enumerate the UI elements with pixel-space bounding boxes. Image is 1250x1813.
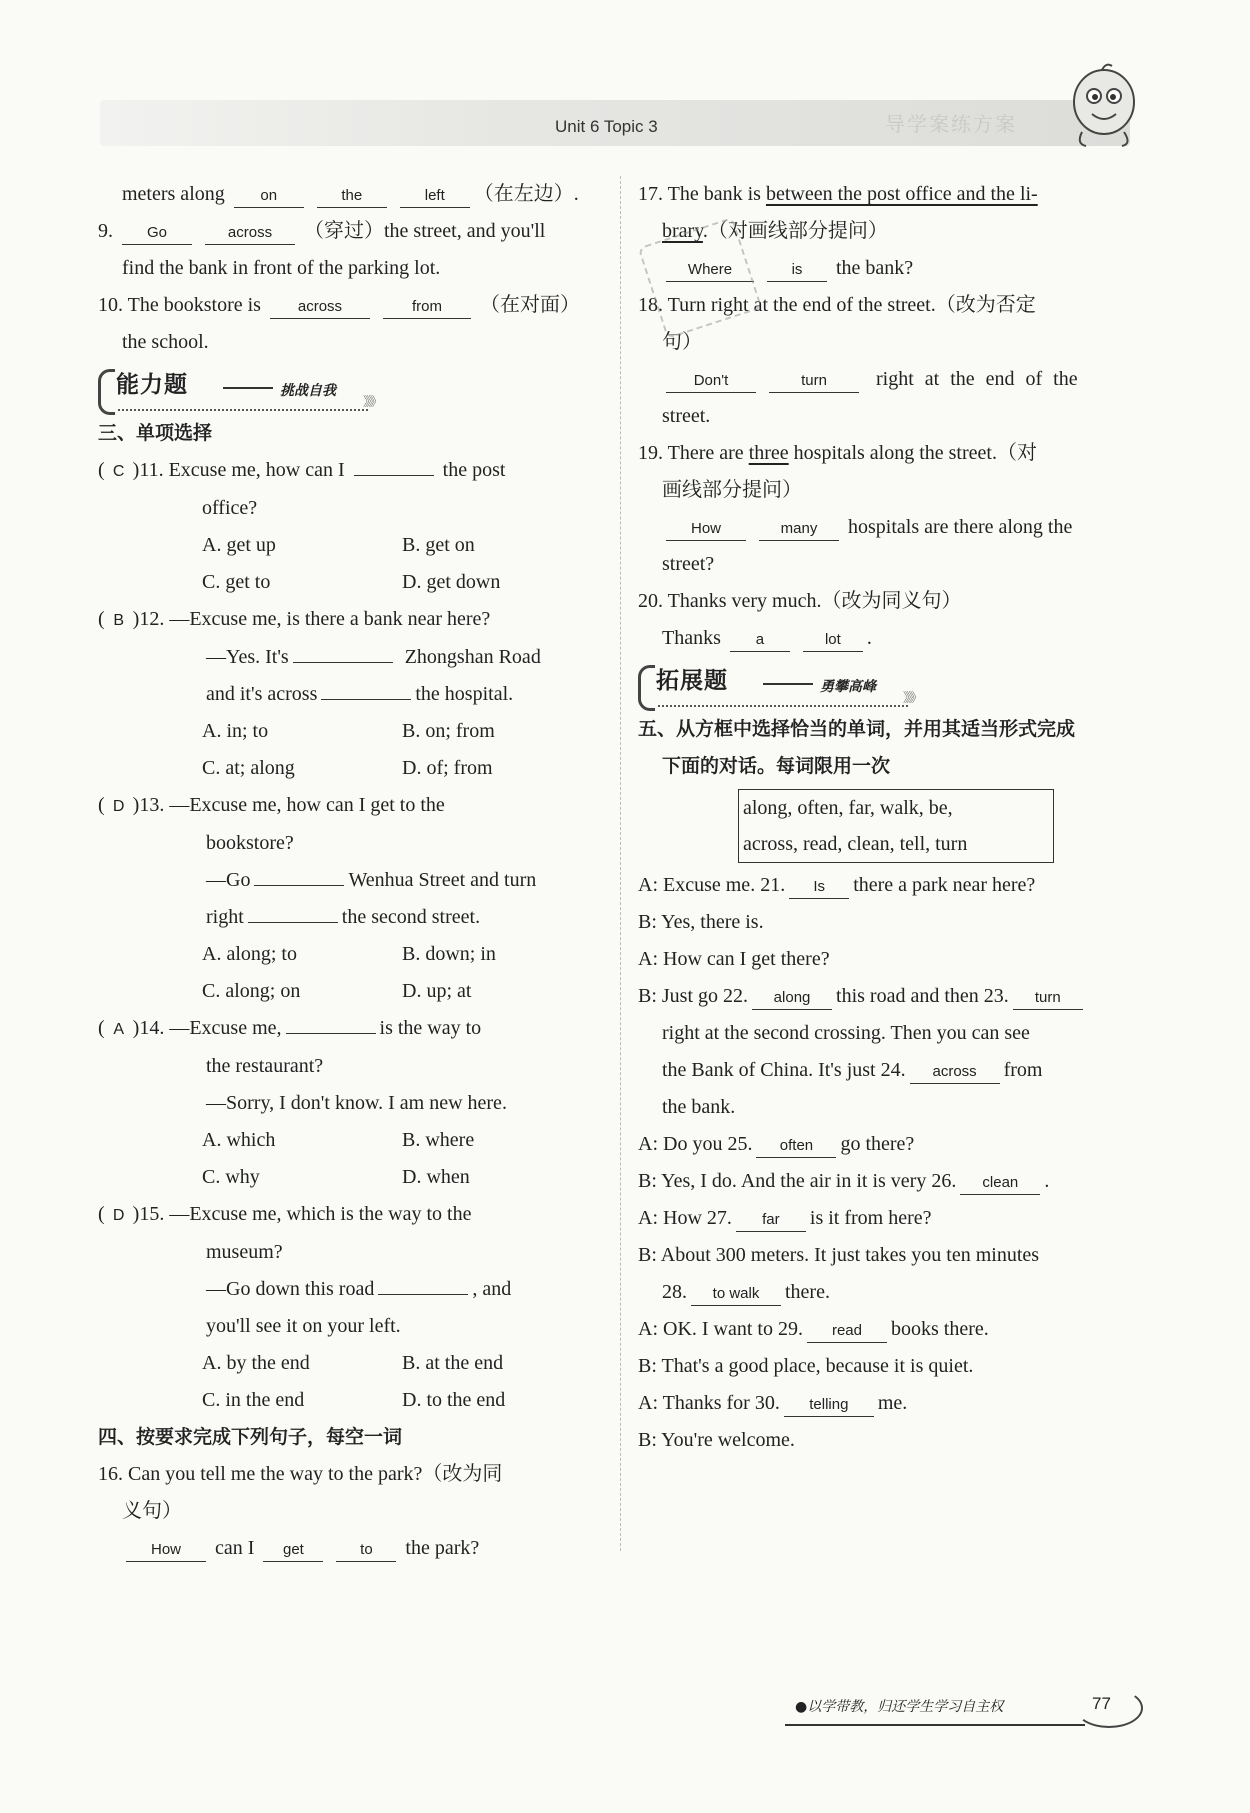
question-14: ( A )14. —Excuse me, is the way to	[98, 1010, 603, 1048]
banner-extension	[638, 661, 1143, 709]
choice-answer[interactable]: C	[112, 463, 125, 480]
line-q13-3	[98, 862, 603, 899]
dialogue-line	[638, 1163, 1143, 1200]
text: can I	[215, 1537, 255, 1559]
text: is the way to	[379, 1017, 482, 1039]
text: there a park near here?	[853, 874, 1036, 896]
text: right	[206, 906, 244, 928]
text: is it from here?	[809, 1207, 932, 1229]
answer-blank[interactable]: Where	[666, 259, 754, 282]
line-q10-cont: the school.	[122, 331, 209, 353]
text: Wenhua Street and turn	[348, 869, 537, 891]
text: A: How 27.	[638, 1207, 732, 1229]
text: hospitals along the street.（对	[793, 442, 1037, 464]
question-number: 9.	[98, 220, 113, 242]
banner-dots	[118, 409, 368, 411]
text: 17. The bank is	[638, 183, 761, 205]
text: the Bank of China. It's just 24.	[662, 1059, 906, 1081]
text: )13. —Excuse me, how can I get to the	[132, 794, 445, 816]
option-d[interactable]: D. of; from	[402, 757, 493, 779]
option-c[interactable]: C. at; along	[202, 757, 295, 779]
section-3-heading: 三、单项选择	[98, 422, 213, 444]
option-a[interactable]: A. along; to	[202, 943, 297, 965]
line-q14-3: —Sorry, I don't know. I am new here.	[206, 1092, 507, 1114]
line-q12-3	[98, 676, 603, 713]
option-a[interactable]: A. which	[202, 1129, 276, 1151]
answer-blank[interactable]: along	[752, 987, 832, 1010]
option-b[interactable]: B. where	[402, 1129, 475, 1151]
option-d[interactable]: D. when	[402, 1166, 470, 1188]
text: 19. There are	[638, 442, 744, 464]
answer-blank[interactable]: lot	[803, 629, 863, 652]
option-d[interactable]: D. up; at	[402, 980, 472, 1002]
answer-blank[interactable]	[293, 662, 393, 663]
dialogue-line: B: You're welcome.	[638, 1429, 795, 1451]
options-q11-ab	[98, 527, 603, 564]
dialogue-line	[638, 1385, 1143, 1422]
text: Zhongshan Road	[404, 646, 541, 668]
mascot-icon	[1062, 62, 1146, 152]
line-q19-answer	[638, 509, 1143, 546]
word-box-line-1: along, often, far, walk, be,	[743, 797, 953, 819]
banner-dash	[763, 683, 813, 685]
text: （在左边）.	[473, 183, 579, 205]
dialogue-line	[638, 1126, 1143, 1163]
options-q14-ab	[98, 1122, 603, 1159]
option-c[interactable]: C. why	[202, 1166, 260, 1188]
text: )14. —Excuse me,	[132, 1017, 282, 1039]
text: （在对面）	[479, 294, 580, 316]
answer-blank[interactable]: a	[730, 629, 790, 652]
options-q11-cd	[98, 564, 603, 601]
underlined-text: brary	[662, 220, 703, 242]
text: .	[866, 627, 872, 649]
text: A: Thanks for 30.	[638, 1392, 780, 1414]
choice-answer[interactable]: D	[112, 1207, 125, 1224]
section-5-heading: 五、从方框中选择恰当的单词，并用其适当形式完成	[638, 718, 1076, 740]
options-q12-cd	[98, 750, 603, 787]
underlined-text: three	[748, 442, 789, 464]
question-18: 18. Turn right at the end of the street.（改为否定	[638, 294, 1036, 316]
text: .（对画线部分提问）	[702, 220, 888, 242]
text: from	[1003, 1059, 1043, 1081]
text: the park?	[405, 1537, 480, 1559]
text: the hospital.	[415, 683, 514, 705]
text: and it's across	[206, 683, 318, 705]
banner-bracket	[638, 665, 655, 711]
banner-subtitle: 挑战自我	[280, 383, 336, 399]
question-20: 20. Thanks very much.（改为同义句）	[638, 590, 962, 612]
text: Thanks	[662, 627, 721, 649]
text: 10. The bookstore is	[98, 294, 261, 316]
question-11: ( C )11. Excuse me, how can I the post	[98, 452, 603, 490]
banner-dash	[223, 387, 273, 389]
dialogue-line	[638, 1274, 1143, 1311]
question-10	[98, 287, 603, 324]
question-12: ( B )12. —Excuse me, is there a bank near here?	[98, 601, 603, 639]
question-19	[638, 435, 1143, 472]
text: —Go	[206, 869, 251, 891]
answer-blank[interactable]: to	[336, 1539, 396, 1562]
answer-blank[interactable]	[254, 885, 344, 886]
text: there.	[785, 1281, 830, 1303]
line-q16-2: 义句）	[122, 1500, 182, 1522]
option-b[interactable]: B. at the end	[402, 1352, 504, 1374]
chevrons-icon: 》》》	[363, 394, 381, 409]
text: A: Do you 25.	[638, 1133, 753, 1155]
answer-blank[interactable]: far	[736, 1209, 806, 1232]
answer-blank[interactable]: Go	[122, 222, 192, 245]
line-q14-2: the restaurant?	[206, 1055, 324, 1077]
dialogue-line: the bank.	[662, 1096, 736, 1118]
dialogue-line	[638, 867, 1143, 904]
section-4-heading: 四、按要求完成下列句子，每空一词	[98, 1426, 403, 1448]
answer-blank[interactable]: across	[910, 1061, 1000, 1084]
answer-blank[interactable]: to walk	[691, 1283, 781, 1306]
answer-blank[interactable]: on	[234, 185, 304, 208]
answer-blank[interactable]: get	[263, 1539, 323, 1562]
dialogue-line	[638, 978, 1143, 1015]
line-q16-answer	[98, 1530, 603, 1567]
option-c[interactable]: C. in the end	[202, 1389, 305, 1411]
answer-blank[interactable]: many	[759, 518, 839, 541]
option-b[interactable]: B. down; in	[402, 943, 496, 965]
dialogue-line	[638, 1311, 1143, 1348]
dialogue-line	[638, 1200, 1143, 1237]
answer-blank[interactable]: clean	[960, 1172, 1040, 1195]
option-d[interactable]: D. to the end	[402, 1389, 506, 1411]
text: )11. Excuse me, how can I	[132, 459, 345, 481]
text: —Yes. It's	[206, 646, 289, 668]
header-title: Unit 6 Topic 3	[555, 117, 658, 136]
footer-line	[785, 1724, 1085, 1726]
word-box-line-2: across, read, clean, tell, turn	[743, 833, 968, 855]
line-q18-2: 句）	[662, 331, 702, 353]
line-q19-2: 画线部分提问）	[662, 479, 802, 501]
choice-answer[interactable]: B	[113, 612, 124, 629]
footer-motto: ●以学带教，归还学生学习自主权	[795, 1699, 1004, 1715]
answer-blank[interactable]: How	[666, 518, 746, 541]
text: meters along	[122, 183, 225, 205]
text: , and	[472, 1278, 512, 1300]
text: .	[1044, 1170, 1050, 1192]
line-q12-2	[98, 639, 603, 676]
line-q11-cont: office?	[202, 497, 258, 519]
option-c[interactable]: C. get to	[202, 571, 271, 593]
word-box	[738, 789, 1054, 863]
text: （穿过）the street, and you'll	[304, 220, 546, 242]
section-5-heading-2: 下面的对话。每词限用一次	[662, 755, 891, 777]
dialogue-line: A: How can I get there?	[638, 948, 830, 970]
text: the post	[442, 459, 506, 481]
line-q9-cont: find the bank in front of the parking lot.	[122, 257, 441, 279]
banner-bracket	[98, 369, 115, 415]
dialogue-line: B: That's a good place, because it is quiet.	[638, 1355, 974, 1377]
option-a[interactable]: A. by the end	[202, 1352, 310, 1374]
dialogue-line: B: About 300 meters. It just takes you ten minutes	[638, 1244, 1040, 1266]
answer-blank[interactable]: Is	[789, 876, 849, 899]
answer-blank[interactable]: from	[383, 296, 471, 319]
answer-blank[interactable]	[321, 699, 411, 700]
answer-blank[interactable]: across	[205, 222, 295, 245]
line-q18-answer	[638, 361, 1143, 398]
answer-blank[interactable]	[286, 1033, 376, 1034]
header-brand: 导学案练方案	[885, 112, 1017, 136]
line-q13-2: bookstore?	[206, 832, 294, 854]
option-a[interactable]: A. in; to	[202, 720, 269, 742]
option-a[interactable]: A. get up	[202, 534, 276, 556]
answer-blank[interactable]: is	[767, 259, 827, 282]
text: books there.	[890, 1318, 989, 1340]
question-17	[638, 176, 1143, 213]
options-q13-cd	[98, 973, 603, 1010]
text: this road and then 23.	[836, 985, 1009, 1007]
answer-blank[interactable]: read	[807, 1320, 887, 1343]
text: the second street.	[341, 906, 481, 928]
answer-blank[interactable]: How	[126, 1539, 206, 1562]
right-column	[638, 176, 1143, 1459]
option-d[interactable]: D. get down	[402, 571, 501, 593]
answer-blank[interactable]	[378, 1294, 468, 1295]
line-q8-cont	[98, 176, 603, 213]
line-q15-3	[98, 1271, 603, 1308]
answer-blank[interactable]: across	[270, 296, 370, 319]
answer-blank[interactable]: Don't	[666, 370, 756, 393]
answer-blank[interactable]	[248, 922, 338, 923]
text: 28.	[662, 1281, 687, 1303]
text: the bank?	[836, 257, 914, 279]
column-divider	[620, 176, 621, 1551]
line-q15-4: you'll see it on your left.	[206, 1315, 401, 1337]
options-q15-cd	[98, 1382, 603, 1419]
banner-dots	[658, 705, 908, 707]
banner-title: 能力题	[116, 372, 188, 398]
option-b[interactable]: B. on; from	[402, 720, 495, 742]
text: hospitals are there along the	[848, 516, 1073, 538]
text: —Go down this road	[206, 1278, 375, 1300]
text: me.	[877, 1392, 908, 1414]
line-q18-4: street.	[662, 405, 711, 427]
question-9	[98, 213, 603, 250]
question-13: ( D )13. —Excuse me, how can I get to the	[98, 787, 603, 825]
options-q12-ab	[98, 713, 603, 750]
options-q13-ab	[98, 936, 603, 973]
text: B: Yes, I do. And the air in it is very 26.	[638, 1170, 957, 1192]
answer-blank[interactable]: left	[400, 185, 470, 208]
text: A: Excuse me. 21.	[638, 874, 786, 896]
option-b[interactable]: B. get on	[402, 534, 475, 556]
text: A: OK. I want to 29.	[638, 1318, 803, 1340]
dialogue-line: right at the second crossing. Then you can see	[662, 1022, 1030, 1044]
line-q20-answer	[638, 620, 1143, 657]
answer-blank[interactable]: turn	[769, 370, 859, 393]
text: )15. —Excuse me, which is the way to the	[132, 1203, 472, 1225]
text: )12. —Excuse me, is there a bank near here?	[132, 608, 491, 630]
answer-blank[interactable]: the	[317, 185, 387, 208]
text: B: Just go 22.	[638, 985, 749, 1007]
line-q15-2: museum?	[206, 1241, 283, 1263]
text: go there?	[840, 1133, 915, 1155]
banner-subtitle: 勇攀高峰	[820, 679, 876, 695]
answer-blank[interactable]	[354, 475, 434, 476]
choice-answer[interactable]: A	[113, 1021, 124, 1038]
answer-blank[interactable]: often	[756, 1135, 836, 1158]
dialogue-line	[638, 1052, 1143, 1089]
text: right at the end of the	[876, 368, 1078, 390]
banner-title: 拓展题	[656, 668, 728, 694]
left-column	[98, 176, 603, 1567]
options-q15-ab	[98, 1345, 603, 1382]
banner-ability	[98, 365, 603, 413]
answer-blank[interactable]: telling	[784, 1394, 874, 1417]
line-q19-4: street?	[662, 553, 715, 575]
options-q14-cd	[98, 1159, 603, 1196]
option-c[interactable]: C. along; on	[202, 980, 301, 1002]
underlined-text: between the post office and the li-	[765, 183, 1038, 205]
answer-blank[interactable]: turn	[1013, 987, 1083, 1010]
choice-answer[interactable]: D	[112, 798, 125, 815]
dialogue-line: B: Yes, there is.	[638, 911, 764, 933]
page-number: 77	[1092, 1694, 1111, 1713]
chevrons-icon: 》》》	[903, 690, 921, 705]
question-15: ( D )15. —Excuse me, which is the way to the	[98, 1196, 603, 1234]
question-16: 16. Can you tell me the way to the park?（改为同	[98, 1463, 503, 1485]
line-q13-4	[98, 899, 603, 936]
